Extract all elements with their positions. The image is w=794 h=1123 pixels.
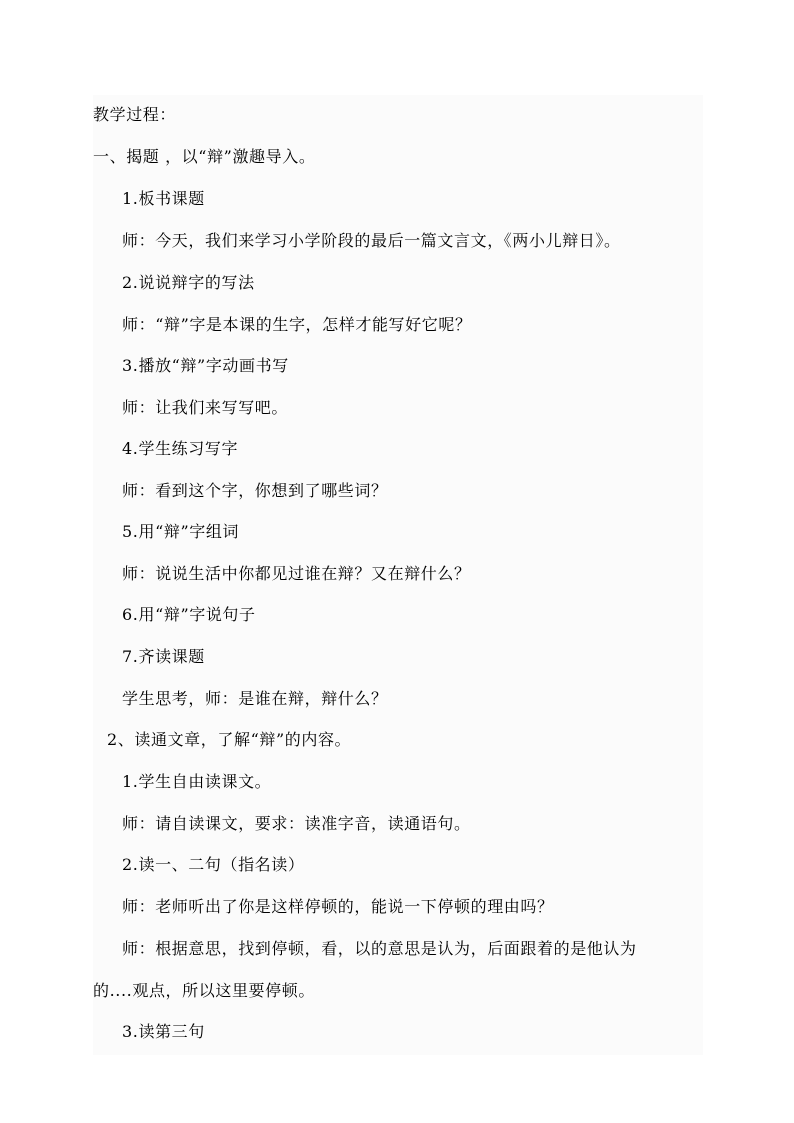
student-teacher-line: 学生思考，师：是谁在辩，辩什么？ (122, 689, 388, 708)
step-6-heading: 6.用“辩”字说句子 (122, 605, 256, 624)
step-2-heading: 2.说说辩字的写法 (122, 273, 255, 292)
step-3-heading: 3.播放“辩”字动画书写 (122, 356, 289, 375)
step-1-heading: 1.板书课题 (122, 189, 205, 208)
step-2-heading: 2.读一、二句（指名读） (122, 855, 305, 874)
teacher-line-continuation: 的....观点，所以这里要停顿。 (93, 981, 315, 1000)
step-7-heading: 7.齐读课题 (122, 647, 205, 666)
step-4-heading: 4.学生练习写字 (122, 439, 239, 458)
teacher-line: 师：看到这个字，你想到了哪些词？ (122, 481, 388, 500)
teacher-line: 师：根据意思，找到停顿，看，以的意思是认为，后面跟着的是他认为 (122, 939, 637, 958)
teacher-line: 师：“辩”字是本课的生字，怎样才能写好它呢？ (122, 315, 472, 334)
teacher-line: 师：老师听出了你是这样停顿的，能说一下停顿的理由吗？ (122, 897, 554, 916)
teacher-line: 师：说说生活中你都见过谁在辩？又在辩什么？ (122, 564, 471, 583)
section-1-title: 一、揭题 ，以“辩”激趣导入。 (93, 147, 316, 166)
document-heading: 教学过程： (93, 105, 177, 124)
step-5-heading: 5.用“辩”字组词 (122, 522, 240, 541)
teacher-line: 师：今天，我们来学习小学阶段的最后一篇文言文，《两小儿辩日》。 (122, 231, 621, 250)
step-3-heading: 3.读第三句 (122, 1022, 205, 1041)
step-1-heading: 1.学生自由读课文。 (122, 772, 272, 791)
teacher-line: 师：让我们来写写吧。 (122, 398, 289, 417)
teacher-line: 师：请自读课文，要求：读准字音，读通语句。 (122, 814, 471, 833)
section-2-title: 2、读通文章，了解“辩”的内容。 (107, 730, 352, 749)
